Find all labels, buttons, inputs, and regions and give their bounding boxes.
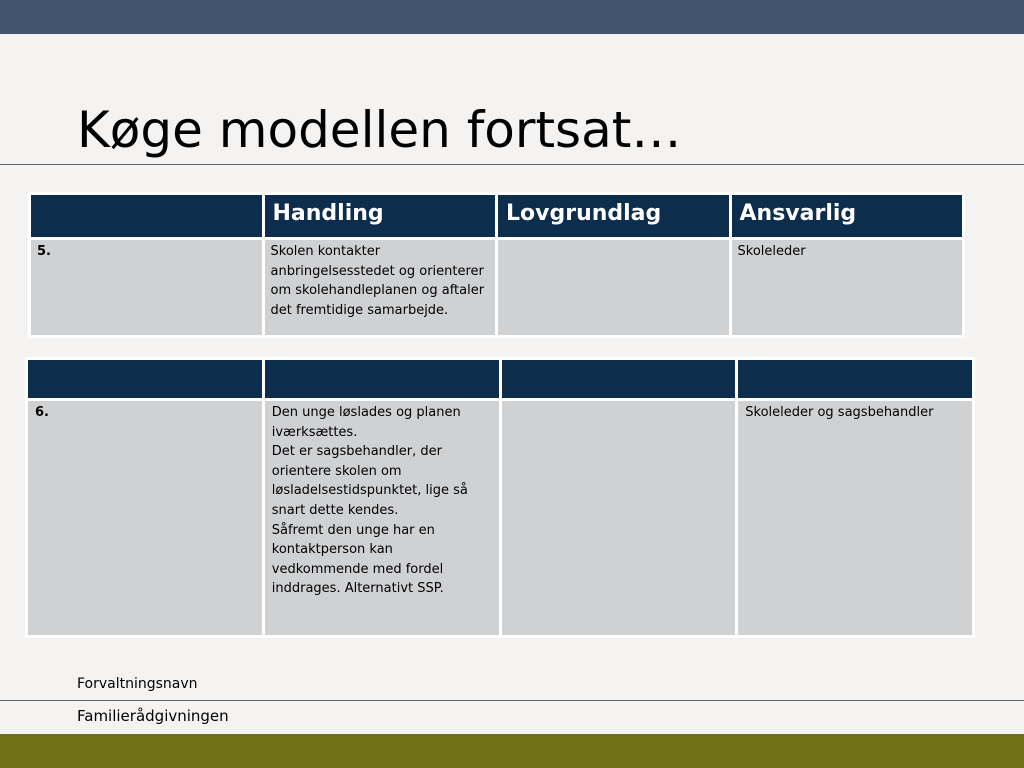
footer-divider [0, 700, 1024, 701]
ansvarlig-cell: Skoleleder og sagsbehandler [738, 401, 972, 635]
footer-department: Familierådgivningen [77, 707, 229, 725]
title-divider [0, 164, 1024, 165]
header-cell-ansvarlig [738, 360, 972, 398]
header-cell-lovgrundlag [502, 360, 736, 398]
ansvarlig-cell: Skoleleder [732, 240, 963, 335]
step-5-table [28, 192, 965, 338]
step-number-cell: 5. [31, 240, 262, 335]
footer-organization: Forvaltningsnavn [77, 676, 198, 692]
bottom-accent-bar [0, 734, 1024, 768]
slide-title: Køge modellen fortsat… [77, 101, 682, 159]
table-header-row [31, 195, 962, 237]
header-cell-step [28, 360, 262, 398]
step-6-table [25, 357, 975, 638]
header-cell-lovgrundlag: Lovgrundlag [498, 195, 729, 237]
lovgrundlag-cell [502, 401, 736, 635]
header-cell-ansvarlig: Ansvarlig [732, 195, 963, 237]
handling-cell: Den unge løslades og planen iværksættes. Det er sagsbehandler, der orientere skolen om løsladelsestidspunktet, lige så snart dette kendes. Såfremt den unge har en kontaktperson kan vedkommende med fordel inddrages. Alternativt SSP. [265, 401, 499, 635]
header-cell-step [31, 195, 262, 237]
header-cell-handling: Handling [265, 195, 496, 237]
table-row [31, 240, 962, 335]
handling-cell: Skolen kontakter anbringelsesstedet og orienterer om skolehandleplanen og aftaler det fremtidige samarbejde. [265, 240, 496, 335]
lovgrundlag-cell [498, 240, 729, 335]
table-row [28, 401, 972, 635]
top-accent-bar [0, 0, 1024, 34]
step-number-cell: 6. [28, 401, 262, 635]
header-cell-handling [265, 360, 499, 398]
table-header-row [28, 360, 972, 398]
